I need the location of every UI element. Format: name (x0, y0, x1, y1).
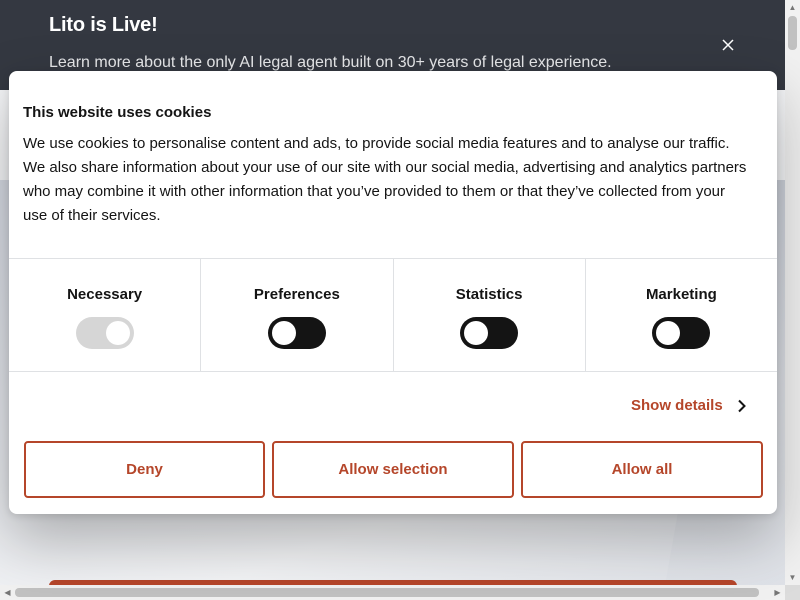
consent-toggles (9, 258, 777, 372)
dialog-body-text: We use cookies to personalise content and ads, to provide social media features and to analyse our traffic. We also share information about your use of our site with our social media, advertising and analytics partners who may combine it with other information that you’ve provided to them or that they’ve collected from your use of their services. (23, 135, 747, 224)
close-icon[interactable] (716, 33, 740, 57)
dialog-title: This website uses cookies (23, 104, 212, 121)
toggle-knob (272, 321, 296, 345)
toggle-cell-marketing (586, 259, 777, 371)
vertical-scroll-thumb[interactable] (788, 16, 797, 50)
banner-text[interactable]: Learn more about the only AI legal agent built on 30+ years of legal experience. (49, 54, 612, 71)
close-icon-glyph (716, 33, 740, 57)
toggle-cell-statistics (394, 259, 586, 371)
preferences-toggle[interactable] (268, 317, 326, 349)
deny-button[interactable]: Deny (24, 441, 265, 498)
toggle-knob (464, 321, 488, 345)
toggle-label-statistics: Statistics (455, 286, 523, 303)
toggle-knob (656, 321, 680, 345)
marketing-toggle[interactable] (652, 317, 710, 349)
scroll-down-icon[interactable]: ▼ (788, 573, 797, 582)
toggle-label-marketing: Marketing (645, 286, 717, 303)
horizontal-scroll-thumb[interactable] (15, 588, 759, 597)
banner-title: Lito is Live! (49, 14, 158, 36)
statistics-toggle[interactable] (460, 317, 518, 349)
toggle-cell-preferences (201, 259, 393, 371)
toggle-label-necessary: Necessary (67, 286, 143, 303)
vertical-scrollbar[interactable] (785, 0, 800, 585)
toggle-label-preferences: Preferences (253, 286, 340, 303)
cookie-consent-dialog (9, 71, 777, 514)
allow-all-button[interactable]: Allow all (521, 441, 763, 498)
scroll-up-icon[interactable]: ▲ (788, 3, 797, 12)
show-details-link[interactable] (631, 397, 747, 414)
toggle-cell-necessary (9, 259, 201, 371)
chevron-right-icon (737, 399, 747, 413)
scroll-right-icon[interactable]: ▶ (774, 588, 781, 597)
show-details-label: Show details (631, 397, 723, 414)
necessary-toggle (76, 317, 134, 349)
horizontal-scrollbar[interactable] (0, 585, 785, 600)
allow-selection-button[interactable]: Allow selection (272, 441, 514, 498)
toggle-knob (106, 321, 130, 345)
scroll-left-icon[interactable]: ◀ (4, 588, 11, 597)
scrollbar-corner (785, 585, 800, 600)
